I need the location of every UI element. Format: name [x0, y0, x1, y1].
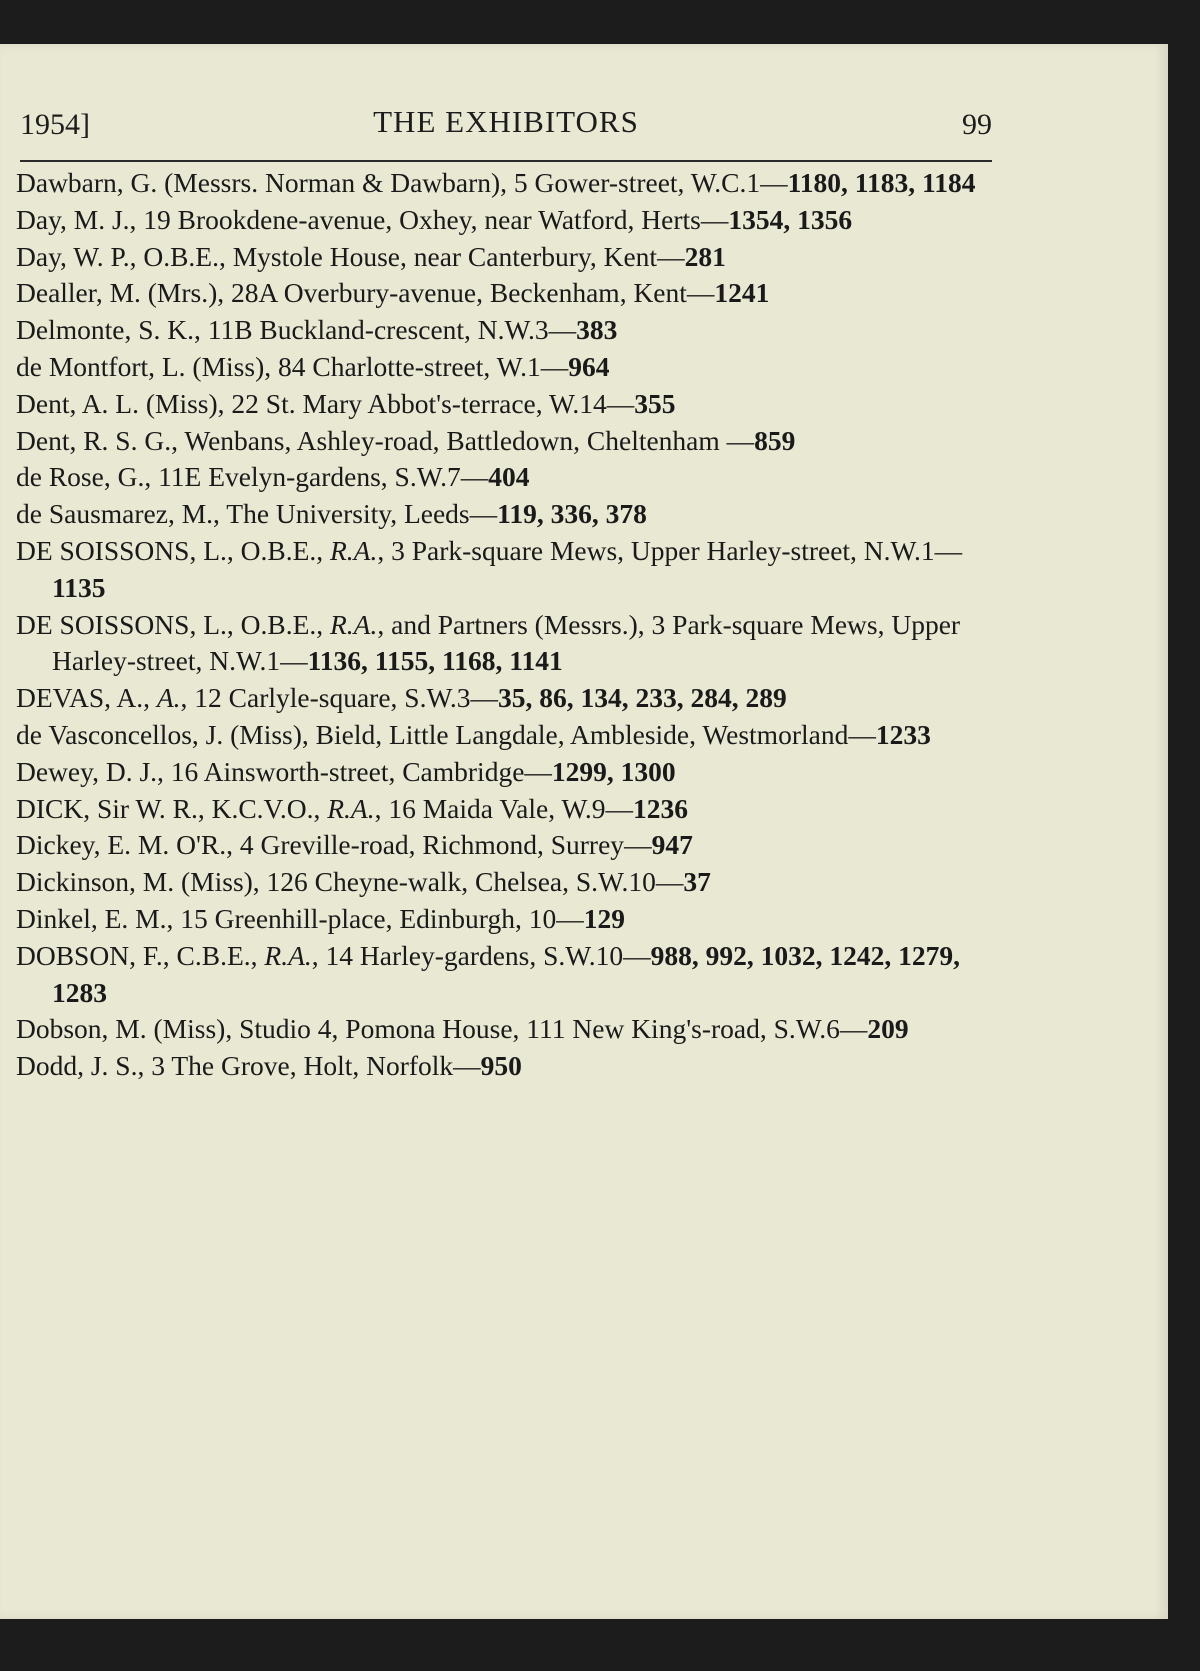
header-year: 1954]	[20, 108, 90, 141]
list-item: Dickey, E. M. O'R., 4 Greville-road, Richmond, Surrey—947	[16, 829, 693, 861]
list-item: DOBSON, F., C.B.E., R.A., 14 Harley-gardens, S.W.10—988, 992, 1032, 1242, 1279, 1283	[16, 939, 960, 1008]
page-number: 99	[962, 108, 992, 141]
list-item: de Sausmarez, M., The University, Leeds—119, 336, 378	[16, 498, 647, 530]
list-item: Dickinson, M. (Miss), 126 Cheyne-walk, Chelsea, S.W.10—37	[16, 866, 711, 898]
list-item: Delmonte, S. K., 11B Buckland-crescent, N.W.3—383	[16, 314, 618, 346]
list-item: Dent, R. S. G., Wenbans, Ashley-road, Battledown, Cheltenham —859	[16, 424, 796, 456]
list-item: Dobson, M. (Miss), Studio 4, Pomona House, 111 New King's-road, S.W.6—209	[16, 1013, 909, 1045]
list-item: de Vasconcellos, J. (Miss), Bield, Little Langdale, Ambleside, Westmorland—1233	[16, 718, 931, 750]
list-item: Dealler, M. (Mrs.), 28A Overbury-avenue, Beckenham, Kent—1241	[16, 277, 770, 309]
list-item: Day, M. J., 19 Brookdene-avenue, Oxhey, near Watford, Herts—1354, 1356	[16, 203, 853, 235]
running-header	[20, 104, 992, 148]
page-title: THE EXHIBITORS	[373, 104, 639, 139]
list-item: Day, W. P., O.B.E., Mystole House, near Canterbury, Kent—281	[16, 240, 726, 272]
list-item: DE SOISSONS, L., O.B.E., R.A., and Partners (Messrs.), 3 Park-square Mews, Upper Harley-street, N.W.1—1136, 1155, 1168, 1141	[16, 608, 961, 677]
list-item: DICK, Sir W. R., K.C.V.O., R.A., 16 Maida Vale, W.9—1236	[16, 792, 689, 824]
exhibitor-list	[16, 165, 1000, 1085]
list-item: DE SOISSONS, L., O.B.E., R.A., 3 Park-square Mews, Upper Harley-street, N.W.1—1135	[16, 534, 963, 603]
list-item: Dinkel, E. M., 15 Greenhill-place, Edinburgh, 10—129	[16, 902, 625, 934]
list-item: de Montfort, L. (Miss), 84 Charlotte-street, W.1—964	[16, 350, 610, 382]
list-item: Dent, A. L. (Miss), 22 St. Mary Abbot's-terrace, W.14—355	[16, 387, 676, 419]
list-item: DEVAS, A., A., 12 Carlyle-square, S.W.3—35, 86, 134, 233, 284, 289	[16, 682, 787, 714]
header-rule	[20, 160, 992, 162]
list-item: Dewey, D. J., 16 Ainsworth-street, Cambridge—1299, 1300	[16, 755, 676, 787]
list-item: Dodd, J. S., 3 The Grove, Holt, Norfolk—950	[16, 1050, 522, 1082]
list-item: Dawbarn, G. (Messrs. Norman & Dawbarn), 5 Gower-street, W.C.1—1180, 1183, 1184	[16, 167, 976, 198]
list-item: de Rose, G., 11E Evelyn-gardens, S.W.7—404	[16, 461, 530, 493]
